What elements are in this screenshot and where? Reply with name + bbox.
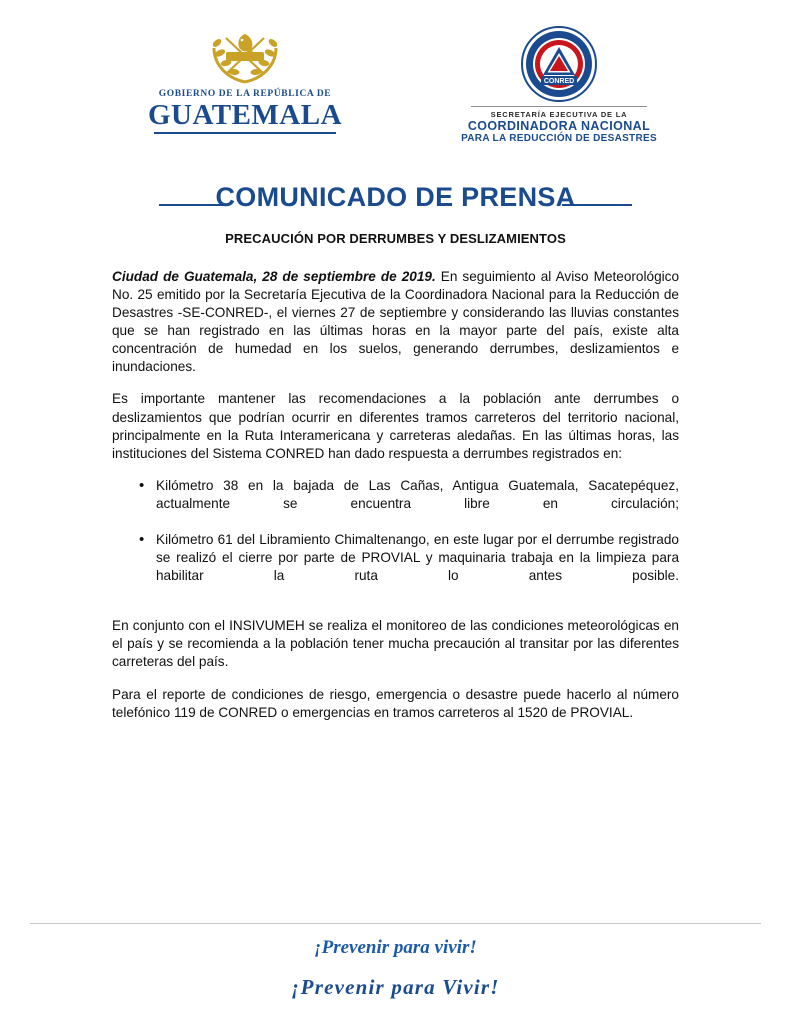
svg-text:CONRED: CONRED <box>543 78 575 85</box>
document-body <box>112 268 679 722</box>
gobierno-subtitle: GOBIERNO DE LA REPÚBLICA DE <box>158 89 332 99</box>
footer-slogan-primary: ¡Prevenir para vivir! <box>314 937 477 958</box>
conred-seal-icon <box>521 26 597 102</box>
page-title: COMUNICADO DE PRENSA <box>215 182 576 212</box>
paragraph-1 <box>112 268 679 376</box>
guatemala-coat-of-arms-icon <box>202 26 288 86</box>
gobierno-underline <box>154 132 336 134</box>
list-item-text: • Kilómetro 38 en la bajada de Las Cañas, Antigua Guatemala, Sacatepéquez, actualmente se encuentra libre en circulación; <box>156 477 679 511</box>
list-item-text: • Kilómetro 61 del Libramiento Chimaltenango, en este lugar por el derrumbe registrado se realizó el cierre por parte de PROVIAL y maquinaria trabaja en la limpieza para habilitar la ruta lo antes posible. <box>156 532 679 584</box>
paragraph-4: Para el reporte de condiciones de riesgo, emergencia o desastre puede hacerlo al número telefónico 119 de CONRED o emergencias en tramos carreteros al 1520 de PROVIAL. <box>112 686 679 720</box>
incident-list <box>112 477 679 604</box>
conred-subtitle-2: COORDINADORA NACIONAL <box>467 119 651 133</box>
conred-divider <box>471 106 647 107</box>
conred-logo <box>439 26 679 144</box>
paragraph-3: En conjunto con el INSIVUMEH se realiza el monitoreo de las condiciones meteorológicas en el país y se recomienda a la población tener mucha precaución al transitar por las diferentes carreteras del país. <box>112 618 679 670</box>
footer-slogan-secondary: ¡Prevenir para Vivir! <box>291 975 500 999</box>
list-item <box>156 477 679 531</box>
list-item <box>156 531 679 603</box>
document-footer <box>0 923 791 1023</box>
paragraph-1-text: En seguimiento al Aviso Meteorológico No. 25 emitido por la Secretaría Ejecutiva de la Coordinadora Nacional para la Reducción de Desastres -SE-CONRED-, el viernes 27 de septiembre y considerando las lluvias constantes que se han registrado en las últimas horas en la mayor parte del país, existe alta concentración de humedad en los suelos, generando derrumbes, deslizamientos e inundaciones. <box>112 269 680 375</box>
dateline: Ciudad de Guatemala, 28 de septiembre de 2019. <box>112 269 436 284</box>
conred-subtitle-1: SECRETARÍA EJECUTIVA DE LA <box>490 110 628 119</box>
footer-divider <box>30 923 761 924</box>
conred-subtitle-3: PARA LA REDUCCIÓN DE DESASTRES <box>461 133 657 144</box>
document-header <box>112 0 679 156</box>
paragraph-2: Es importante mantener las recomendaciones a la población ante derrumbes o deslizamientos que podrían ocurrir en diferentes tramos carreteros del territorio nacional, principalmente en la Ruta Interamericana y carreteras aledañas. En las últimas horas, las instituciones del Sistema CONRED han dado respuesta a derrumbes registrados en: <box>112 391 679 461</box>
gobierno-logo <box>130 26 360 134</box>
title-block <box>112 182 679 213</box>
page-subtitle: PRECAUCIÓN POR DERRUMBES Y DESLIZAMIENTOS <box>225 231 566 246</box>
gobierno-title: GUATEMALA <box>147 99 343 131</box>
